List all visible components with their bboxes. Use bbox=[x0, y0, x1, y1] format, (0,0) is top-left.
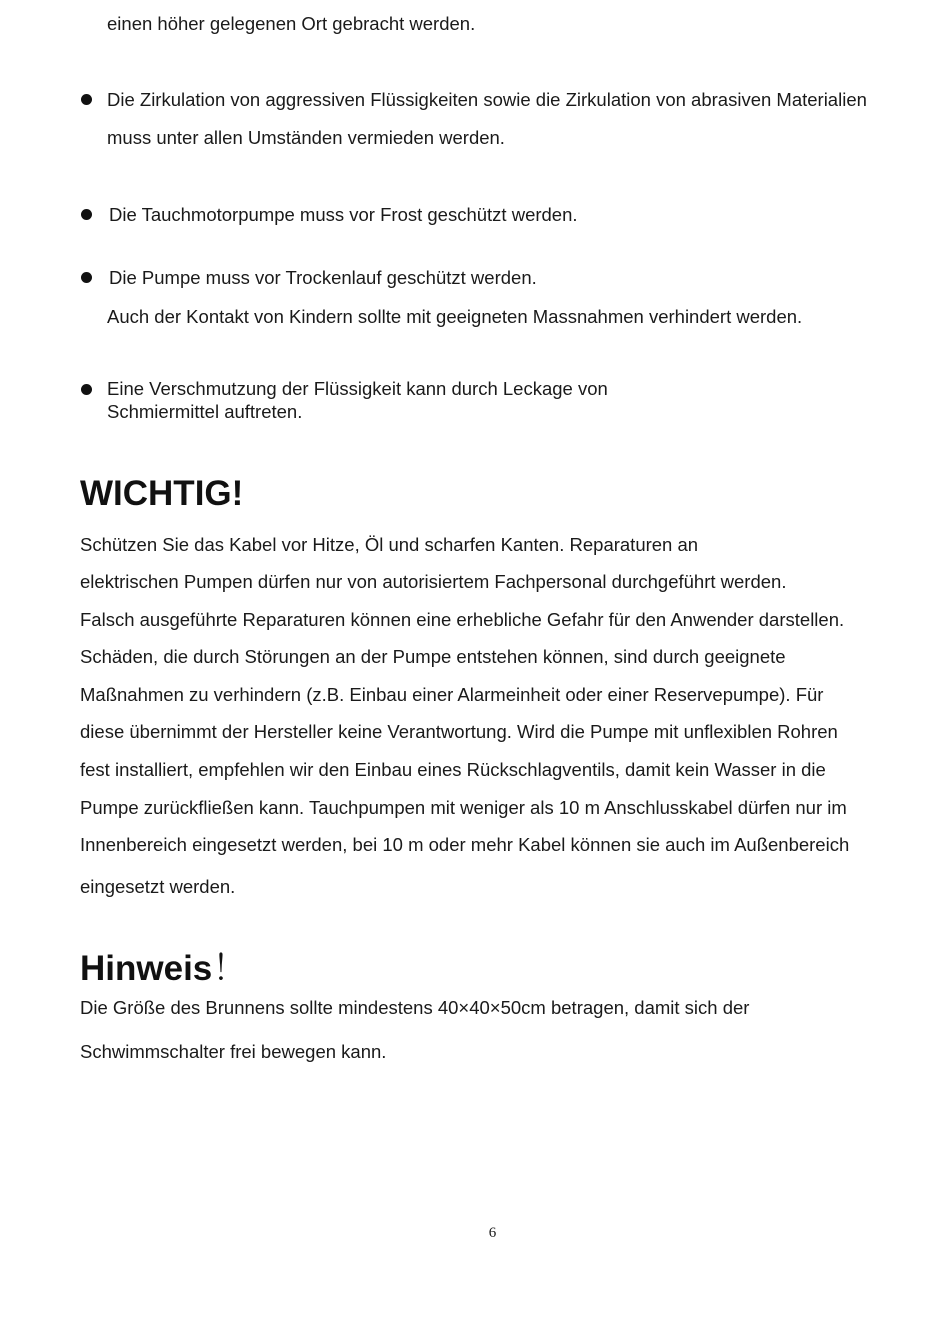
bullet-icon bbox=[81, 272, 92, 283]
wichtig-heading: WICHTIG! bbox=[80, 474, 244, 513]
wichtig-line: Schäden, die durch Störungen an der Pumpe entstehen können, sind durch geeignete bbox=[80, 646, 786, 667]
bullet-4-line-1: Eine Verschmutzung der Flüssigkeit kann durch Leckage von bbox=[107, 378, 608, 399]
wichtig-line: eingesetzt werden. bbox=[80, 876, 236, 897]
page-number: 6 bbox=[488, 1225, 497, 1241]
hinweis-heading-text: Hinweis bbox=[80, 949, 213, 988]
wichtig-line: fest installiert, empfehlen wir den Einbau eines Rückschlagventils, damit kein Wasser in die bbox=[80, 759, 826, 780]
wichtig-line: diese übernimmt der Hersteller keine Verantwortung. Wird die Pumpe mit unflexiblen Rohren bbox=[80, 721, 838, 742]
wichtig-line: Innenbereich eingesetzt werden, bei 10 m oder mehr Kabel können sie auch im Außenbereich bbox=[80, 834, 850, 855]
bullet-3-line-1: Die Pumpe muss vor Trockenlauf geschützt werden. bbox=[109, 267, 537, 288]
bullet-1-line-1: Die Zirkulation von aggressiven Flüssigkeiten sowie die Zirkulation von abrasiven Materialien bbox=[107, 89, 867, 110]
bullet-1-line-2: muss unter allen Umständen vermieden werden. bbox=[107, 127, 505, 148]
wichtig-line: Falsch ausgeführte Reparaturen können eine erhebliche Gefahr für den Anwender darstellen. bbox=[80, 609, 845, 630]
hinweis-line: Die Größe des Brunnens sollte mindestens 40×40×50cm betragen, damit sich der bbox=[80, 997, 750, 1018]
bullet-icon bbox=[81, 384, 92, 395]
bullet-2-line-1: Die Tauchmotorpumpe muss vor Frost geschützt werden. bbox=[109, 204, 578, 225]
bullet-icon bbox=[81, 94, 92, 105]
bullet-icon bbox=[81, 209, 92, 220]
continuation-text: einen höher gelegenen Ort gebracht werden. bbox=[107, 13, 476, 34]
exclamation-mark: ！ bbox=[212, 949, 248, 988]
hinweis-line: Schwimmschalter frei bewegen kann. bbox=[80, 1041, 387, 1062]
wichtig-line: elektrischen Pumpen dürfen nur von autorisiertem Fachpersonal durchgeführt werden. bbox=[80, 571, 787, 592]
wichtig-line: Pumpe zurückfließen kann. Tauchpumpen mit weniger als 10 m Anschlusskabel dürfen nur im bbox=[80, 797, 847, 818]
bullet-4-line-2: Schmiermittel auftreten. bbox=[107, 401, 303, 422]
wichtig-line: Schützen Sie das Kabel vor Hitze, Öl und scharfen Kanten. Reparaturen an bbox=[80, 534, 699, 555]
bullet-3-line-2: Auch der Kontakt von Kindern sollte mit geeigneten Massnahmen verhindert werden. bbox=[107, 306, 803, 327]
wichtig-line: Maßnahmen zu verhindern (z.B. Einbau einer Alarmeinheit oder einer Reservepumpe). Für bbox=[80, 684, 824, 705]
hinweis-heading bbox=[80, 941, 247, 991]
